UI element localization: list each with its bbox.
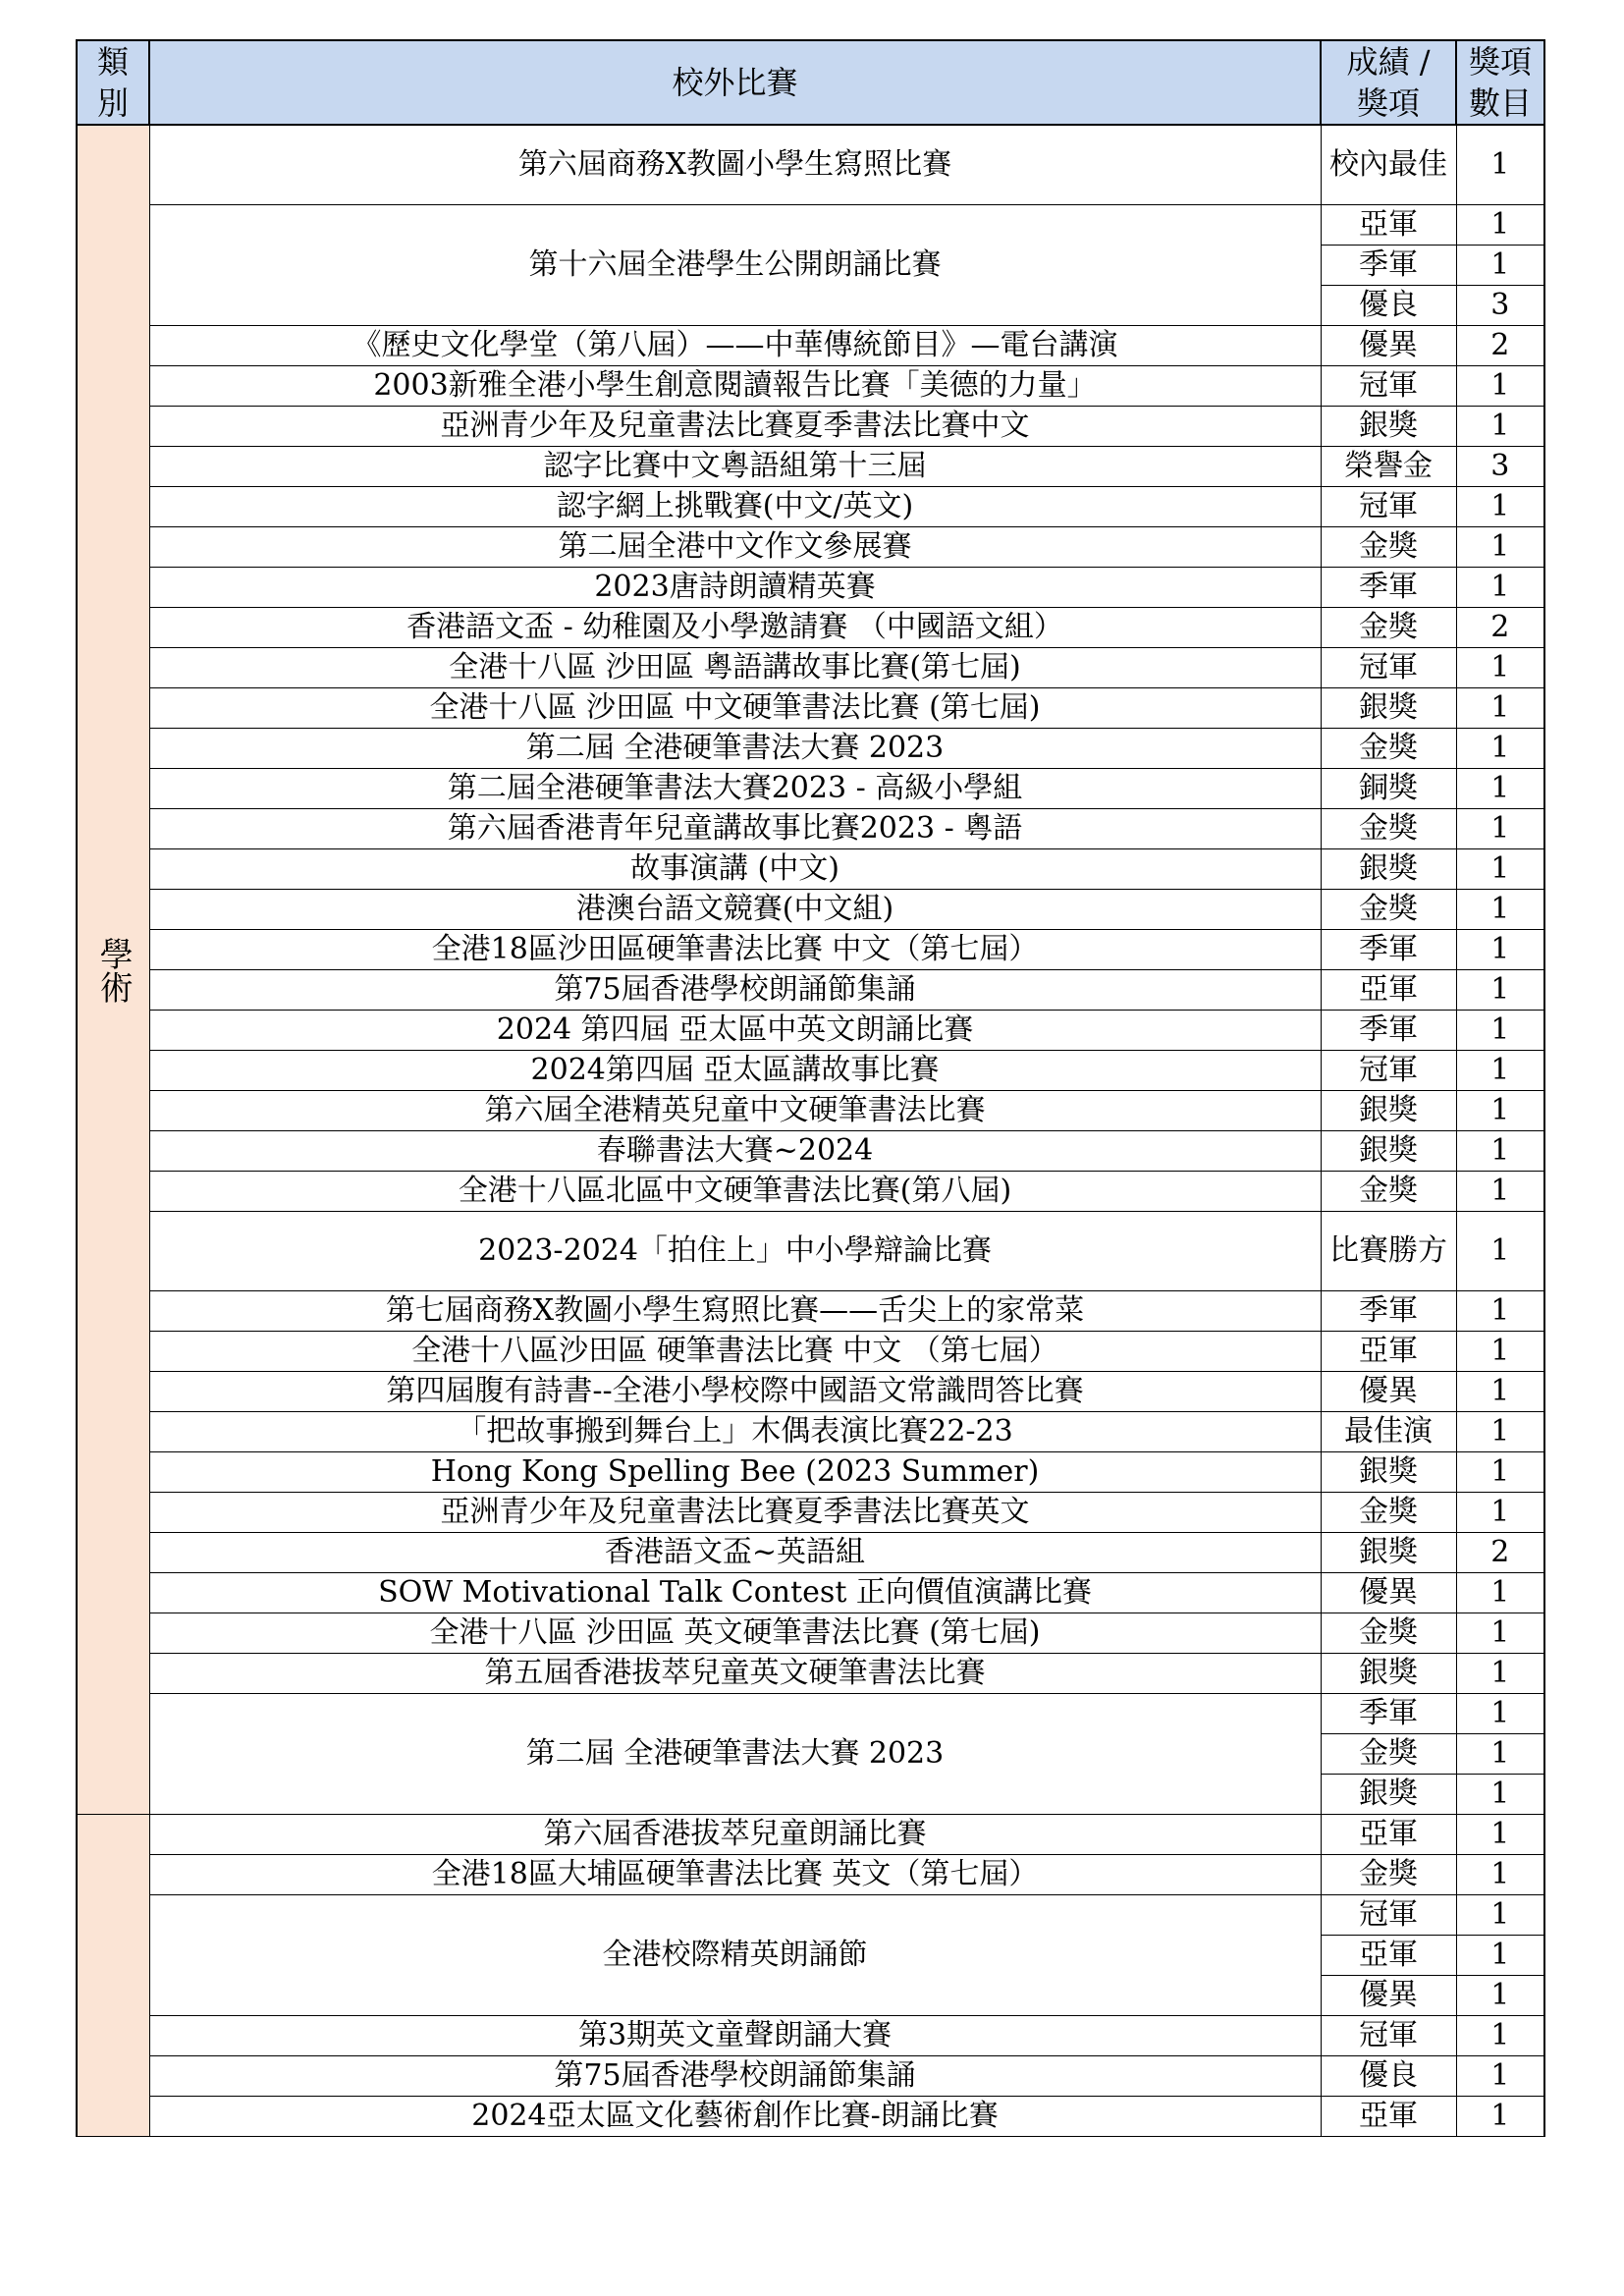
award-result: 銀獎 bbox=[1321, 1452, 1456, 1493]
competition-name: Hong Kong Spelling Bee (2023 Summer) bbox=[149, 1452, 1321, 1493]
table-row bbox=[77, 1895, 1544, 1936]
competition-name: 第二屆全港硬筆書法大賽2023 - 高級小學組 bbox=[149, 769, 1321, 809]
table-row bbox=[77, 1573, 1544, 1613]
award-result: 金獎 bbox=[1321, 729, 1456, 769]
competition-name: 香港語文盃 - 幼稚園及小學邀請賽 （中國語文組） bbox=[149, 608, 1321, 648]
award-result: 亞軍 bbox=[1321, 2097, 1456, 2137]
competition-name: 2024亞太區文化藝術創作比賽-朗誦比賽 bbox=[149, 2097, 1321, 2137]
competition-name: 第75屆香港學校朗誦節集誦 bbox=[149, 970, 1321, 1011]
award-count: 1 bbox=[1456, 1412, 1544, 1452]
award-count: 1 bbox=[1456, 1172, 1544, 1212]
competition-name: 全港18區沙田區硬筆書法比賽 中文（第七屆） bbox=[149, 930, 1321, 970]
award-count: 1 bbox=[1456, 1332, 1544, 1372]
table-row bbox=[77, 1654, 1544, 1694]
competition-name: 全港十八區北區中文硬筆書法比賽(第八屆) bbox=[149, 1172, 1321, 1212]
table-row bbox=[77, 2016, 1544, 2056]
award-count: 1 bbox=[1456, 527, 1544, 568]
award-result: 金獎 bbox=[1321, 1734, 1456, 1775]
award-count: 1 bbox=[1456, 1734, 1544, 1775]
award-count: 1 bbox=[1456, 1493, 1544, 1533]
awards-table bbox=[76, 39, 1545, 2137]
award-count: 1 bbox=[1456, 1452, 1544, 1493]
award-count: 1 bbox=[1456, 1936, 1544, 1976]
award-result: 冠軍 bbox=[1321, 1051, 1456, 1091]
competition-name: 第二屆 全港硬筆書法大賽 2023 bbox=[149, 729, 1321, 769]
table-row bbox=[77, 1694, 1544, 1734]
award-count: 1 bbox=[1456, 205, 1544, 246]
award-count: 1 bbox=[1456, 930, 1544, 970]
award-result: 銀獎 bbox=[1321, 1533, 1456, 1573]
competition-name: 認字比賽中文粵語組第十三屆 bbox=[149, 447, 1321, 487]
competition-name: 全港十八區 沙田區 中文硬筆書法比賽 (第七屆) bbox=[149, 688, 1321, 729]
table-row bbox=[77, 1533, 1544, 1573]
competition-name: 第二屆全港中文作文參展賽 bbox=[149, 527, 1321, 568]
award-count: 1 bbox=[1456, 1091, 1544, 1131]
header-category: 類別 bbox=[77, 40, 149, 125]
award-count: 1 bbox=[1456, 729, 1544, 769]
award-result: 比賽勝方 bbox=[1321, 1212, 1456, 1291]
award-result: 銀獎 bbox=[1321, 1131, 1456, 1172]
competition-name: 第六屆商務X教圖小學生寫照比賽 bbox=[149, 125, 1321, 205]
award-result: 銀獎 bbox=[1321, 688, 1456, 729]
award-result: 亞軍 bbox=[1321, 1815, 1456, 1855]
table-row bbox=[77, 1212, 1544, 1291]
table-row bbox=[77, 1452, 1544, 1493]
competition-name: 第七屆商務X教圖小學生寫照比賽——舌尖上的家常菜 bbox=[149, 1291, 1321, 1332]
award-result: 季軍 bbox=[1321, 1694, 1456, 1734]
award-count: 1 bbox=[1456, 890, 1544, 930]
award-result: 銀獎 bbox=[1321, 407, 1456, 447]
table-row bbox=[77, 2056, 1544, 2097]
table-row bbox=[77, 1372, 1544, 1412]
competition-name: 認字網上挑戰賽(中文/英文) bbox=[149, 487, 1321, 527]
award-count: 1 bbox=[1456, 1291, 1544, 1332]
award-result: 最佳演 bbox=[1321, 1412, 1456, 1452]
award-result: 銀獎 bbox=[1321, 849, 1456, 890]
category-cell: 學術 bbox=[77, 125, 149, 1815]
award-count: 1 bbox=[1456, 366, 1544, 407]
competition-name: 第75屆香港學校朗誦節集誦 bbox=[149, 2056, 1321, 2097]
award-count: 1 bbox=[1456, 125, 1544, 205]
award-result: 優良 bbox=[1321, 2056, 1456, 2097]
competition-name: 第六屆香港青年兒童講故事比賽2023 - 粵語 bbox=[149, 809, 1321, 849]
award-count: 1 bbox=[1456, 1976, 1544, 2016]
award-result: 金獎 bbox=[1321, 1172, 1456, 1212]
award-count: 1 bbox=[1456, 809, 1544, 849]
competition-name: 故事演講 (中文) bbox=[149, 849, 1321, 890]
competition-name: 全港十八區沙田區 硬筆書法比賽 中文 （第七屆） bbox=[149, 1332, 1321, 1372]
table-row bbox=[77, 688, 1544, 729]
award-count: 1 bbox=[1456, 688, 1544, 729]
award-count: 1 bbox=[1456, 1654, 1544, 1694]
award-result: 優異 bbox=[1321, 326, 1456, 366]
award-result: 金獎 bbox=[1321, 1493, 1456, 1533]
table-row bbox=[77, 1131, 1544, 1172]
competition-name: 第六屆全港精英兒童中文硬筆書法比賽 bbox=[149, 1091, 1321, 1131]
table-row bbox=[77, 849, 1544, 890]
award-count: 2 bbox=[1456, 608, 1544, 648]
table-row bbox=[77, 890, 1544, 930]
competition-name: 第3期英文童聲朗誦大賽 bbox=[149, 2016, 1321, 2056]
awards-table-container bbox=[76, 39, 1543, 2137]
table-row bbox=[77, 407, 1544, 447]
competition-name: 「把故事搬到舞台上」木偶表演比賽22-23 bbox=[149, 1412, 1321, 1452]
award-count: 1 bbox=[1456, 2056, 1544, 2097]
award-result: 季軍 bbox=[1321, 246, 1456, 286]
table-row bbox=[77, 1855, 1544, 1895]
table-row bbox=[77, 2097, 1544, 2137]
header-count: 獎項數目 bbox=[1456, 40, 1544, 125]
table-row bbox=[77, 1815, 1544, 1855]
table-body bbox=[77, 125, 1544, 2137]
competition-name: 第四屆腹有詩書--全港小學校際中國語文常識問答比賽 bbox=[149, 1372, 1321, 1412]
award-count: 1 bbox=[1456, 1131, 1544, 1172]
award-count: 2 bbox=[1456, 326, 1544, 366]
award-count: 1 bbox=[1456, 1212, 1544, 1291]
competition-name: 2003新雅全港小學生創意閱讀報告比賽「美德的力量」 bbox=[149, 366, 1321, 407]
table-row bbox=[77, 1051, 1544, 1091]
award-result: 金獎 bbox=[1321, 608, 1456, 648]
award-count: 1 bbox=[1456, 1855, 1544, 1895]
award-result: 榮譽金 bbox=[1321, 447, 1456, 487]
table-header bbox=[77, 40, 1544, 125]
award-count: 1 bbox=[1456, 769, 1544, 809]
table-row bbox=[77, 1493, 1544, 1533]
table-row bbox=[77, 1613, 1544, 1654]
competition-name: 全港十八區 沙田區 粵語講故事比賽(第七屆) bbox=[149, 648, 1321, 688]
header-competition: 校外比賽 bbox=[149, 40, 1321, 125]
award-count: 1 bbox=[1456, 849, 1544, 890]
award-result: 冠軍 bbox=[1321, 487, 1456, 527]
award-count: 3 bbox=[1456, 286, 1544, 326]
award-result: 冠軍 bbox=[1321, 648, 1456, 688]
award-result: 冠軍 bbox=[1321, 366, 1456, 407]
table-row bbox=[77, 205, 1544, 246]
competition-name: 全港校際精英朗誦節 bbox=[149, 1895, 1321, 2016]
award-count: 1 bbox=[1456, 1694, 1544, 1734]
table-row bbox=[77, 326, 1544, 366]
competition-name: 2024 第四屆 亞太區中英文朗誦比賽 bbox=[149, 1011, 1321, 1051]
award-result: 亞軍 bbox=[1321, 970, 1456, 1011]
table-row bbox=[77, 487, 1544, 527]
award-count: 1 bbox=[1456, 1895, 1544, 1936]
competition-name: 港澳台語文競賽(中文組) bbox=[149, 890, 1321, 930]
competition-name: 2024第四屆 亞太區講故事比賽 bbox=[149, 1051, 1321, 1091]
table-row bbox=[77, 1291, 1544, 1332]
award-count: 1 bbox=[1456, 568, 1544, 608]
award-result: 金獎 bbox=[1321, 809, 1456, 849]
award-count: 1 bbox=[1456, 2097, 1544, 2137]
award-count: 3 bbox=[1456, 447, 1544, 487]
award-count: 1 bbox=[1456, 1051, 1544, 1091]
competition-name: 《歷史文化學堂（第八屆）——中華傳統節目》—電台講演 bbox=[149, 326, 1321, 366]
award-count: 1 bbox=[1456, 1573, 1544, 1613]
table-row bbox=[77, 527, 1544, 568]
award-result: 銀獎 bbox=[1321, 1654, 1456, 1694]
table-row bbox=[77, 366, 1544, 407]
award-result: 金獎 bbox=[1321, 1613, 1456, 1654]
table-row bbox=[77, 769, 1544, 809]
table-row bbox=[77, 1412, 1544, 1452]
competition-name: 全港十八區 沙田區 英文硬筆書法比賽 (第七屆) bbox=[149, 1613, 1321, 1654]
table-row bbox=[77, 648, 1544, 688]
award-count: 1 bbox=[1456, 648, 1544, 688]
table-row bbox=[77, 1172, 1544, 1212]
award-count: 1 bbox=[1456, 487, 1544, 527]
table-row bbox=[77, 729, 1544, 769]
competition-name: 第五屆香港拔萃兒童英文硬筆書法比賽 bbox=[149, 1654, 1321, 1694]
competition-name: 春聯書法大賽~2024 bbox=[149, 1131, 1321, 1172]
award-result: 銅獎 bbox=[1321, 769, 1456, 809]
table-row bbox=[77, 608, 1544, 648]
award-result: 優良 bbox=[1321, 286, 1456, 326]
competition-name: 亞洲青少年及兒童書法比賽夏季書法比賽中文 bbox=[149, 407, 1321, 447]
award-result: 冠軍 bbox=[1321, 1895, 1456, 1936]
competition-name: 第六屆香港拔萃兒童朗誦比賽 bbox=[149, 1815, 1321, 1855]
award-result: 金獎 bbox=[1321, 527, 1456, 568]
competition-name: 2023唐詩朗讀精英賽 bbox=[149, 568, 1321, 608]
award-count: 1 bbox=[1456, 407, 1544, 447]
award-result: 校內最佳 bbox=[1321, 125, 1456, 205]
award-count: 1 bbox=[1456, 970, 1544, 1011]
competition-name: 香港語文盃~英語組 bbox=[149, 1533, 1321, 1573]
award-result: 銀獎 bbox=[1321, 1775, 1456, 1815]
award-count: 1 bbox=[1456, 1613, 1544, 1654]
table-row bbox=[77, 568, 1544, 608]
award-count: 1 bbox=[1456, 1815, 1544, 1855]
competition-name: 全港18區大埔區硬筆書法比賽 英文（第七屆） bbox=[149, 1855, 1321, 1895]
award-result: 金獎 bbox=[1321, 1855, 1456, 1895]
award-result: 金獎 bbox=[1321, 890, 1456, 930]
award-result: 季軍 bbox=[1321, 930, 1456, 970]
award-count: 1 bbox=[1456, 1011, 1544, 1051]
award-result: 季軍 bbox=[1321, 1011, 1456, 1051]
award-result: 季軍 bbox=[1321, 1291, 1456, 1332]
table-row bbox=[77, 1091, 1544, 1131]
competition-name: SOW Motivational Talk Contest 正向價值演講比賽 bbox=[149, 1573, 1321, 1613]
competition-name: 第二屆 全港硬筆書法大賽 2023 bbox=[149, 1694, 1321, 1815]
award-result: 優異 bbox=[1321, 1573, 1456, 1613]
award-result: 亞軍 bbox=[1321, 205, 1456, 246]
table-row bbox=[77, 447, 1544, 487]
competition-name: 第十六屆全港學生公開朗誦比賽 bbox=[149, 205, 1321, 326]
award-count: 1 bbox=[1456, 2016, 1544, 2056]
award-result: 亞軍 bbox=[1321, 1936, 1456, 1976]
table-row bbox=[77, 1011, 1544, 1051]
table-row bbox=[77, 125, 1544, 205]
award-result: 優異 bbox=[1321, 1976, 1456, 2016]
award-count: 2 bbox=[1456, 1533, 1544, 1573]
table-row bbox=[77, 1332, 1544, 1372]
table-row bbox=[77, 809, 1544, 849]
award-count: 1 bbox=[1456, 1775, 1544, 1815]
award-count: 1 bbox=[1456, 1372, 1544, 1412]
award-result: 季軍 bbox=[1321, 568, 1456, 608]
header-result: 成績 / 獎項 bbox=[1321, 40, 1456, 125]
competition-name: 亞洲青少年及兒童書法比賽夏季書法比賽英文 bbox=[149, 1493, 1321, 1533]
award-result: 亞軍 bbox=[1321, 1332, 1456, 1372]
table-row bbox=[77, 930, 1544, 970]
award-result: 優異 bbox=[1321, 1372, 1456, 1412]
award-result: 銀獎 bbox=[1321, 1091, 1456, 1131]
competition-name: 2023-2024「拍住上」中小學辯論比賽 bbox=[149, 1212, 1321, 1291]
category-cell bbox=[77, 1815, 149, 2137]
award-count: 1 bbox=[1456, 246, 1544, 286]
award-result: 冠軍 bbox=[1321, 2016, 1456, 2056]
table-row bbox=[77, 970, 1544, 1011]
